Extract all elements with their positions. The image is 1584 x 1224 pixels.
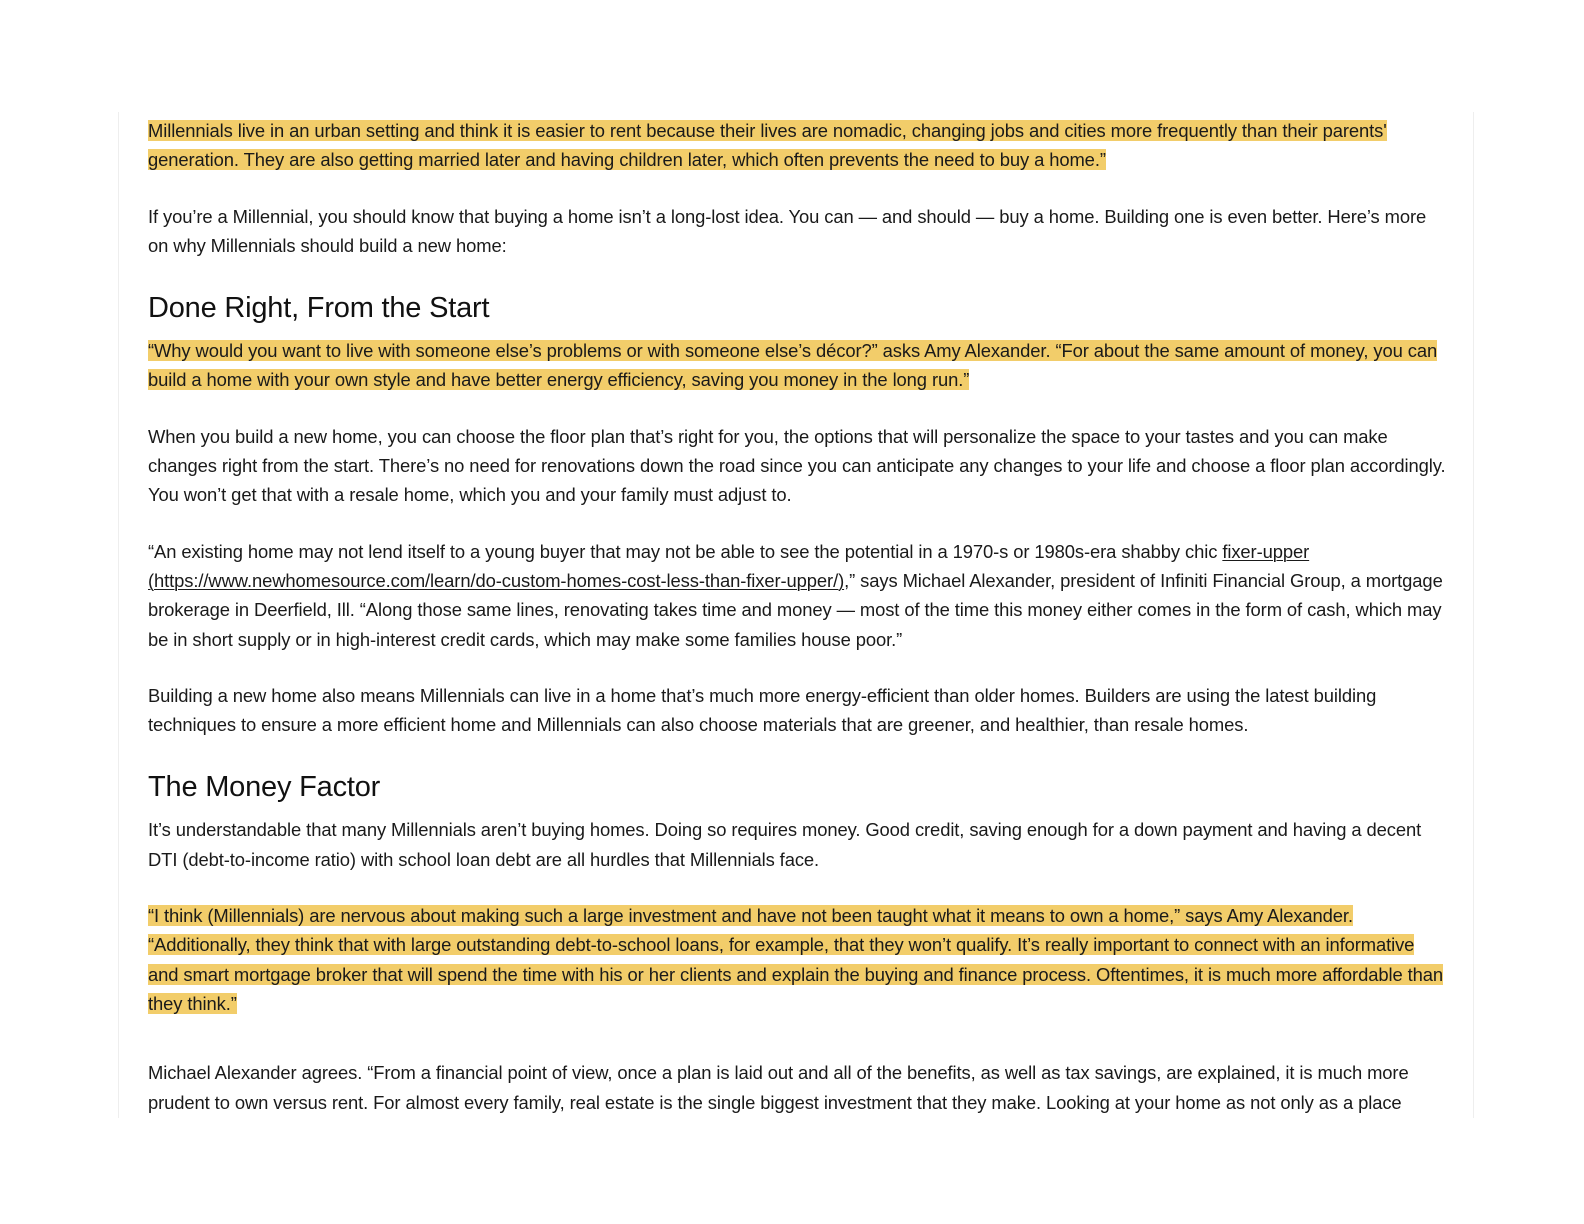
paragraph-8 (148, 901, 1448, 1018)
highlighted-quote-2: “Why would you want to live with someone else’s problems or with someone else’s décor?” asks Amy Alexander. “For about the same amount of money, you can build a home with your own style and have better energy efficiency, saving you money in the long run.” (148, 340, 1438, 391)
fixer-upper-link[interactable]: fixer-upper (https://www.newhomesource.com/learn/do-custom-homes-cost-less-than-fixer-upper/) (148, 540, 1310, 591)
paragraph-7: It’s understandable that many Millennials aren’t buying homes. Doing so requires money. Good credit, saving enough for a down payment and having a decent DTI (debt-to-income ratio) with school loan debt are all hurdles that Millennials face. (148, 819, 1422, 870)
heading-done-right: Done Right, From the Start (148, 292, 490, 325)
heading-money-factor: The Money Factor (148, 771, 381, 804)
paragraph-5 (148, 537, 1448, 654)
paragraph-9: Michael Alexander agrees. “From a financial point of view, once a plan is laid out and all of the benefits, as well as tax savings, are explained, it is much more prudent to own versus rent. For almost every family, real estate is the single biggest investment that they make. Looking at your home as not only as a place (148, 1062, 1409, 1113)
article-body (148, 116, 1448, 1117)
highlighted-quote-3: “I think (Millennials) are nervous about making such a large investment and have not been taught what it means to own a home,” says Amy Alexander. “Additionally, they think that with large outstanding debt-to-school loans, for example, that they won’t qualify. It’s really important to connect with an informative and smart mortgage broker that will spend the time with his or her clients and explain the buying and finance process. Oftentimes, it is much more affordable than they think.” (148, 905, 1443, 1014)
highlighted-quote-1: Millennials live in an urban setting and think it is easier to rent because their lives are nomadic, changing jobs and cities more frequently than their parents' generation. They are also getting married later and having children later, which often prevents the need to buy a home.” (148, 120, 1387, 171)
paragraph-4: When you build a new home, you can choose the floor plan that’s right for you, the options that will personalize the space to your tastes and you can make changes right from the start. There’s no need for renovations down the road since you can anticipate any changes to your life and choose a floor plan accordingly. You won’t get that with a resale home, which you and your family must adjust to. (148, 425, 1446, 506)
paragraph-1 (148, 116, 1448, 175)
paragraph-2: If you’re a Millennial, you should know that buying a home isn’t a long-lost idea. You can — and should — buy a home. Building one is even better. Here’s more on why Millennials should build a new home: (148, 205, 1427, 256)
paragraph-5-text-start: “An existing home may not lend itself to a young buyer that may not be able to see the potential in a 1970-s or 1980s-era shabby chic (148, 540, 1223, 562)
paragraph-5-text-end: ,” says Michael Alexander, president of Infiniti Financial Group, a mortgage brokerage in Deerfield, Ill. “Along those same lines, renovating takes time and money — most of the time this money either comes in the form of cash, which may be in short supply or in high-interest credit cards, which may make some families house poor.” (148, 569, 1443, 650)
document-page (118, 112, 1474, 1118)
paragraph-3 (148, 336, 1448, 395)
paragraph-6: Building a new home also means Millennials can live in a home that’s much more energy-efficient than older homes. Builders are using the latest building techniques to ensure a more efficient home and Millennials can also choose materials that are greener, and healthier, than resale homes. (148, 684, 1377, 736)
